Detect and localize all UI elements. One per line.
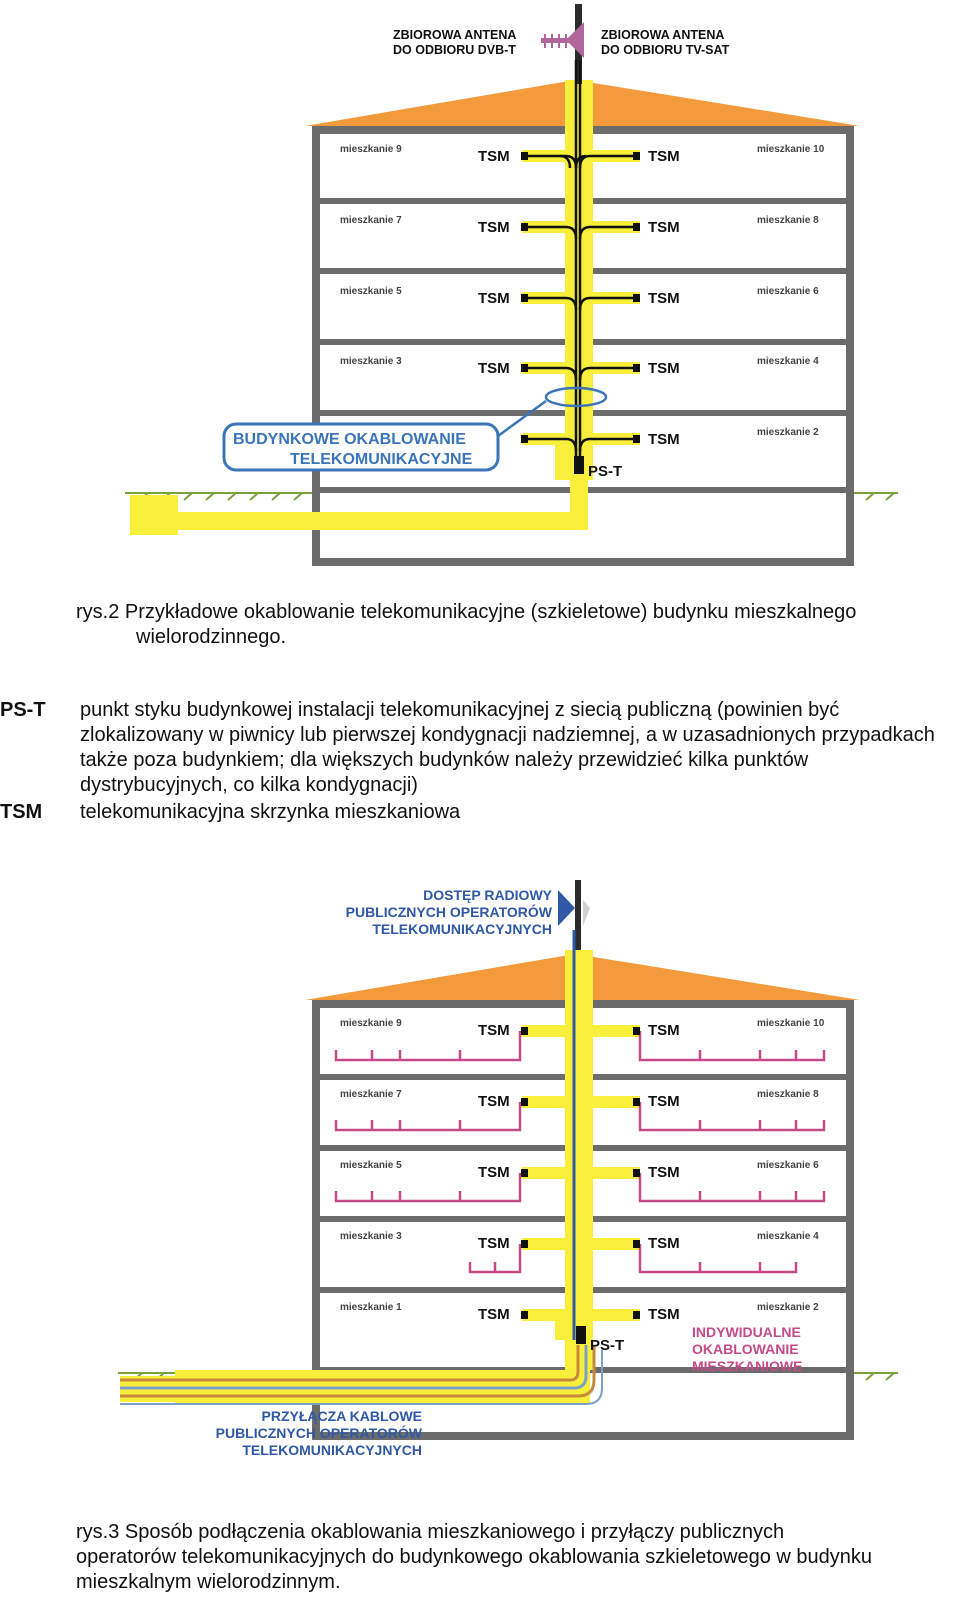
- legend-text: punkt styku budynkowej instalacji telekomunikacyjnej z siecią publiczną (powinien być zlokalizowany w piwnicy lub pierwszej kondygnacji nadziemnej, a w uzasadnionych przypadkach także poza budynkiem; dla większych budynków należy przewidzieć kilka punktów dystrybucyjnych, co kilka kondygnacji): [80, 699, 935, 796]
- abbreviation-legend: [0, 698, 960, 825]
- apartment-label: mieszkanie 4: [757, 356, 819, 367]
- apartment-label: mieszkanie 10: [757, 1018, 825, 1029]
- figure-backbone-cabling: [0, 0, 960, 585]
- individual-label-line3: MIESZKANIOWE: [692, 1358, 803, 1374]
- pst-label: PS-T: [588, 463, 623, 480]
- legend-row-tsm: [0, 800, 960, 825]
- radio-label-line1: DOSTĘP RADIOWY: [423, 887, 552, 903]
- pst-box: [576, 1326, 586, 1344]
- apartment-label: mieszkanie 6: [757, 1160, 819, 1171]
- tsm-label: TSM: [648, 148, 680, 165]
- tsm-label: TSM: [478, 1022, 510, 1039]
- tsm-label: TSM: [648, 1093, 680, 1110]
- tsm-label: TSM: [478, 1235, 510, 1252]
- apartment-label: mieszkanie 3: [340, 1231, 402, 1242]
- apartment-label: mieszkanie 8: [757, 215, 819, 226]
- figure2-caption-line3: mieszkalnym wielorodzinnym.: [76, 1571, 341, 1593]
- apartment-label: mieszkanie 9: [340, 1018, 402, 1029]
- apartment-label: mieszkanie 7: [340, 215, 402, 226]
- tsm-label: TSM: [478, 148, 510, 165]
- figure1-caption-line2: wielorodzinnego.: [136, 626, 287, 648]
- figure2-caption-line2: operatorów telekomunikacyjnych do budynkowego okablowania szkieletowego w budynku: [76, 1546, 873, 1568]
- apartment-label: mieszkanie 6: [757, 286, 819, 297]
- tsm-label: TSM: [478, 1093, 510, 1110]
- tsm-label: TSM: [648, 1022, 680, 1039]
- radio-label-line2: PUBLICZNYCH OPERATORÓW: [345, 904, 552, 920]
- tsm-label: TSM: [478, 219, 510, 236]
- callout-building-cabling: [224, 388, 606, 470]
- antenna-dvbt-label-line2: DO ODBIORU DVB-T: [393, 43, 516, 57]
- figure1-caption-line1: rys.2 Przykładowe okablowanie telekomunikacyjne (szkieletowe) budynku mieszkalnego: [76, 601, 857, 623]
- apartment-label: mieszkanie 5: [340, 286, 402, 297]
- connections-label-line3: TELEKOMUNIKACYJNYCH: [242, 1442, 422, 1458]
- pst-label: PS-T: [590, 1337, 625, 1354]
- apartment-label: mieszkanie 7: [340, 1089, 402, 1100]
- legend-abbr: TSM: [0, 801, 43, 823]
- apartment-label: mieszkanie 10: [757, 144, 825, 155]
- apartment-label: mieszkanie 1: [340, 1302, 402, 1313]
- tsm-label: TSM: [648, 360, 680, 377]
- individual-label-line1: INDYWIDUALNE: [692, 1324, 801, 1340]
- tsm-label: TSM: [478, 1306, 510, 1323]
- apartment-label: mieszkanie 8: [757, 1089, 819, 1100]
- tsm-label: TSM: [648, 290, 680, 307]
- tsm-label: TSM: [648, 219, 680, 236]
- tsm-label: TSM: [478, 290, 510, 307]
- legend-text: telekomunikacyjna skrzynka mieszkaniowa: [80, 801, 461, 823]
- connections-label-line1: PRZYŁĄCZA KABLOWE: [261, 1408, 422, 1424]
- legend-row-pst: [0, 698, 960, 798]
- callout-line2: TELEKOMUNIKACYJNE: [290, 451, 473, 468]
- antenna-mast: [541, 4, 584, 84]
- tsm-label: TSM: [648, 431, 680, 448]
- callout-line1: BUDYNKOWE OKABLOWANIE: [233, 431, 466, 448]
- apartment-label: mieszkanie 4: [757, 1231, 819, 1242]
- antenna-tvsat-label-line1: ZBIOROWA ANTENA: [601, 28, 725, 42]
- apartment-label: mieszkanie 3: [340, 356, 402, 367]
- antenna-dvbt-label-line1: ZBIOROWA ANTENA: [393, 28, 517, 42]
- radio-label-line3: TELEKOMUNIKACYJNYCH: [372, 921, 552, 937]
- individual-label-line2: OKABLOWANIE: [692, 1341, 799, 1357]
- figure2-caption: [76, 1520, 960, 1595]
- figure-apartment-cabling: [0, 880, 960, 1490]
- apartment-label: mieszkanie 5: [340, 1160, 402, 1171]
- pst-box: [574, 456, 584, 474]
- tsm-label: TSM: [648, 1164, 680, 1181]
- figure2-caption-line1: rys.3 Sposób podłączenia okablowania mieszkaniowego i przyłączy publicznych: [76, 1521, 785, 1543]
- tsm-label: TSM: [478, 360, 510, 377]
- tsm-label: TSM: [648, 1235, 680, 1252]
- figure1-caption: [76, 600, 956, 650]
- apartment-label: mieszkanie 9: [340, 144, 402, 155]
- antenna-tvsat-label-line2: DO ODBIORU TV-SAT: [601, 43, 730, 57]
- tsm-label: TSM: [478, 1164, 510, 1181]
- legend-abbr: PS-T: [0, 699, 46, 721]
- ground-line: [125, 493, 898, 500]
- apartment-label: mieszkanie 2: [757, 427, 819, 438]
- tsm-label: TSM: [648, 1306, 680, 1323]
- connections-label-line2: PUBLICZNYCH OPERATORÓW: [215, 1425, 422, 1441]
- apartment-label: mieszkanie 2: [757, 1302, 819, 1313]
